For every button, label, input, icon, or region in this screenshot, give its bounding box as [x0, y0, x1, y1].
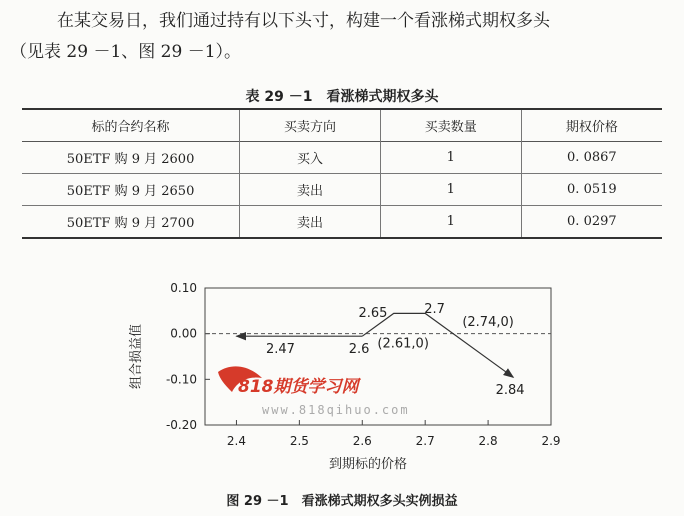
- cell-quantity: 1: [380, 142, 521, 174]
- watermark-brand: 818期货学习网: [238, 377, 359, 397]
- x-tick-label: 2.7: [415, 434, 435, 448]
- figure-caption: 图 29 －1 看涨梯式期权多头实例损益: [226, 494, 458, 509]
- data-annotation: 2.65: [358, 306, 388, 322]
- data-annotation: (2.61,0): [377, 336, 429, 352]
- x-tick-label: 2.9: [541, 434, 561, 448]
- cell-underlying: 50ETF 购 9 月 2700: [66, 216, 195, 231]
- x-tick-label: 2.8: [478, 434, 498, 448]
- watermark-url: www.818qihuo.com: [262, 403, 410, 417]
- y-tick-label: -0.20: [165, 418, 197, 432]
- cell-direction: 卖出: [240, 206, 381, 239]
- header-quantity: 买卖数量: [380, 109, 521, 142]
- cell-quantity: 1: [380, 206, 521, 239]
- y-axis-label: 组合损益值: [129, 323, 144, 390]
- cell-direction: 买入: [240, 142, 381, 174]
- intro-line-1: 在某交易日，我们通过持有以下头寸，构建一个看涨梯式期权多头: [57, 11, 550, 31]
- cell-underlying: 50ETF 购 9 月 2650: [66, 184, 195, 199]
- x-tick-label: 2.6: [352, 434, 372, 448]
- x-axis-label: 到期标的价格: [328, 457, 408, 472]
- cell-price: 0. 0519: [521, 174, 662, 206]
- watermark: [218, 366, 410, 417]
- y-tick-label: 0.00: [170, 326, 197, 341]
- cell-underlying: 50ETF 购 9 月 2600: [66, 152, 195, 167]
- data-annotation: 2.7: [424, 302, 445, 318]
- data-annotation: (2.74,0): [462, 314, 514, 330]
- header-direction: 买卖方向: [240, 109, 381, 142]
- y-tick-label: -0.10: [165, 372, 197, 387]
- cell-quantity: 1: [380, 174, 521, 206]
- cell-price: 0. 0297: [521, 206, 662, 239]
- header-price: 期权价格: [521, 109, 662, 142]
- cell-price: 0. 0867: [521, 142, 662, 174]
- data-annotation: 2.6: [348, 342, 370, 358]
- data-annotation: 2.84: [495, 382, 525, 398]
- cell-direction: 卖出: [240, 174, 381, 206]
- header-underlying: 标的合约名称: [91, 120, 170, 135]
- x-tick-label: 2.4: [226, 434, 247, 448]
- data-annotation: 2.47: [266, 342, 295, 358]
- intro-line-2: （见表 29 －1、图 29 －1）。: [10, 42, 242, 62]
- table-caption: 表 29 －1 看涨梯式期权多头: [245, 89, 439, 105]
- y-tick-label: 0.10: [170, 281, 197, 295]
- x-tick-label: 2.5: [289, 434, 309, 448]
